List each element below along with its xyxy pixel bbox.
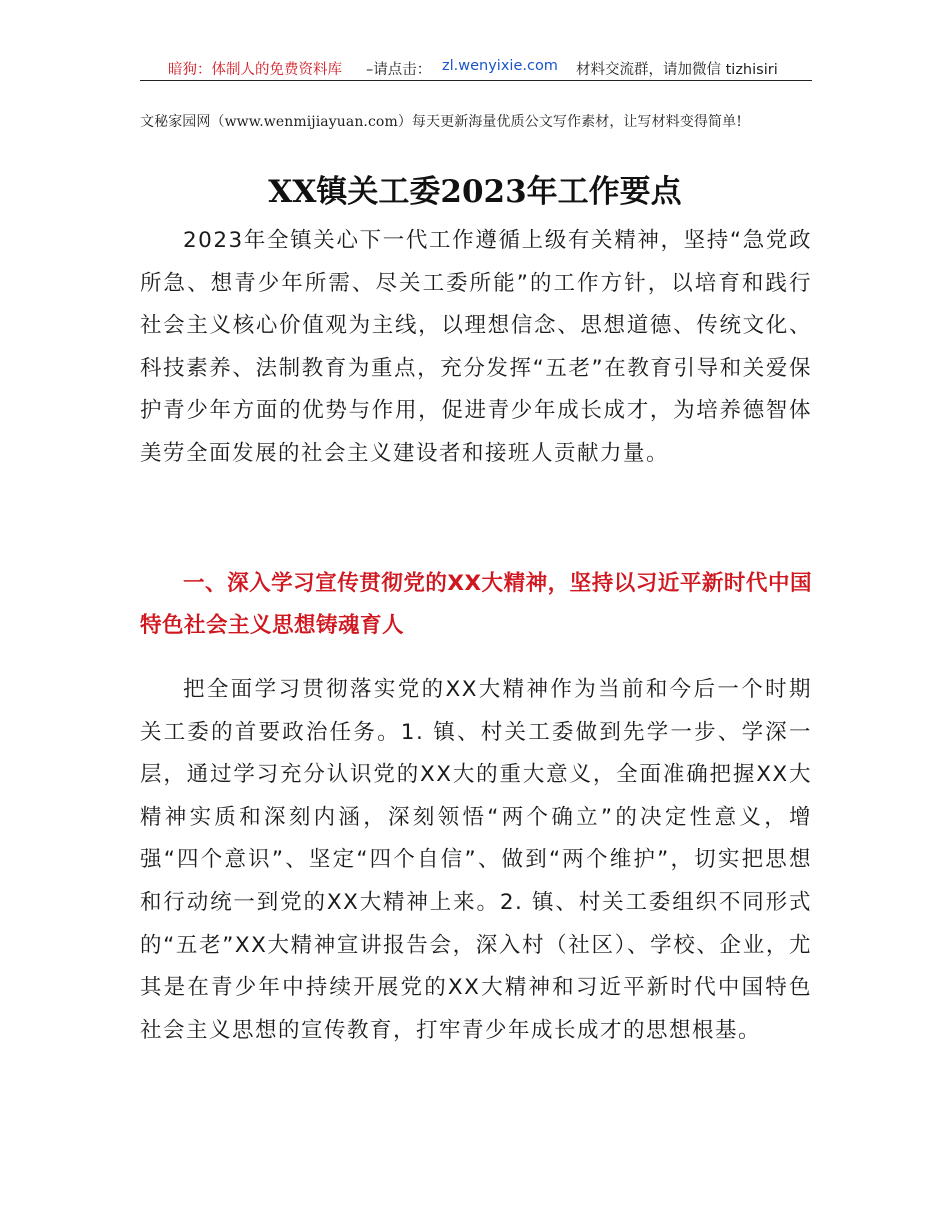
resource-link[interactable]: zl.wenyixie.com (442, 58, 558, 74)
section-1-heading: 一、深入学习宣传贯彻党的XX大精神，坚持以习近平新时代中国特色社会主义思想铸魂育人 (140, 571, 812, 638)
section-1-paragraph: 把全面学习贯彻落实党的XX大精神作为当前和今后一个时期关工委的首要政治任务。1. 镇、村关工委做到先学一步、学深一层，通过学习充分认识党的XX大的重大意义，全面准确把握XX大精神实质和深刻内涵，深刻领悟“两个确立”的决定性意义，增强“四个意识”、坚定“四个自信”、做到“两个维护”，切实把思想和行动统一到党的XX大精神上来。2. 镇、村关工委组织不同形式的“五老”XX大精神宣讲报告会，深入村（社区）、学校、企业，尤其是在青少年中持续开展党的XX大精神和习近平新时代中国特色社会主义思想的宣传教育，打牢青少年成长成才的思想根基。 (140, 677, 812, 1043)
promo-header-bar (140, 56, 812, 81)
promo-label: 暗狗：体制人的免费资料库 (168, 62, 342, 78)
site-banner-text: 文秘家园网（www.wenmijiayuan.com）每天更新海量优质公文写作素材，让写材料变得简单! (140, 114, 742, 130)
wechat-group-text: 材料交流群，请加微信 tizhisiri (576, 62, 778, 78)
intro-paragraph: 2023年全镇关心下一代工作遵循上级有关精神，坚持“急党政所急、想青少年所需、尽关工委所能”的工作方针，以培育和践行社会主义核心价值观为主线，以理想信念、思想道德、传统文化、科技素养、法制教育为重点，充分发挥“五老”在教育引导和关爱保护青少年方面的优势与作用，促进青少年成长成才，为培养德智体美劳全面发展的社会主义建设者和接班人贡献力量。 (140, 228, 812, 466)
click-prompt: –请点击： (366, 62, 432, 78)
document-title: XX镇关工委2023年工作要点 (268, 174, 682, 210)
